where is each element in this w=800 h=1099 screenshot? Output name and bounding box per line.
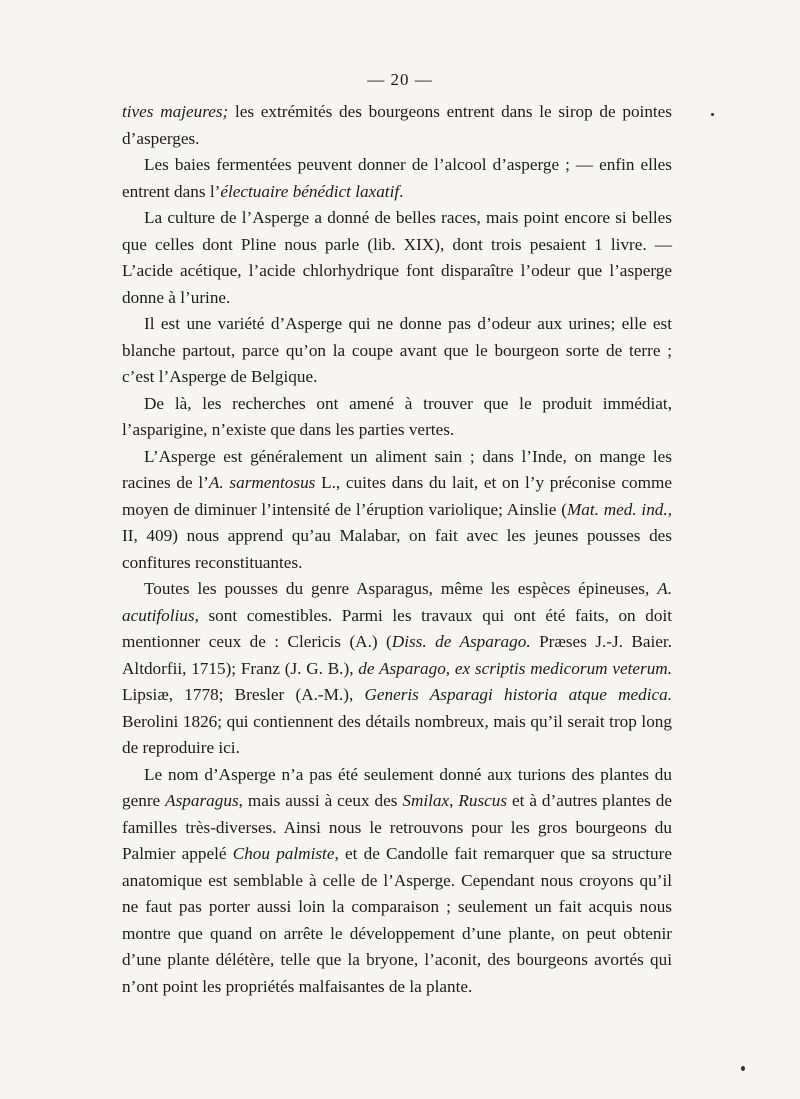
paragraph-p7 xyxy=(122,576,672,762)
text-span: De là, les recherches ont amené à trouver que le produit immédiat, l’asparigine, n’existe que dans les parties vertes. xyxy=(122,393,672,439)
text-span: , et de Candolle fait remarquer que sa structure anatomique est semblable à celle de l’Asperge. Cependant nous croyons qu’il ne faut pas porter aussi loin la comparaison ; seulement un fait acquis nous montre que quand on arrête le développement d’une plante, on peut obtenir d’une plante délétère, telle que la bryone, l’aconit, des bourgeons avortés qui n’ont point les propriétés malfaisantes de la plante. xyxy=(122,844,672,996)
paragraph-p8 xyxy=(122,762,672,1001)
paragraph-p2 xyxy=(122,152,672,205)
paragraph-p5 xyxy=(122,391,672,444)
page-number: — 20 — xyxy=(367,70,433,89)
text-span: . xyxy=(399,181,404,201)
text-span: L’Asperge est généralement un aliment sain ; dans l’Inde, on mange les racines de l’ xyxy=(122,446,672,492)
text-span: Les baies fermentées peuvent donner de l’alcool d’asperge ; — enfin elles entrent dans l’ xyxy=(122,155,672,201)
speck-mark xyxy=(711,113,714,116)
text-span: Præses J.-J. Baier. Altdorfii, 1715); Franz (J. G. B.), xyxy=(122,632,673,678)
italic-span: Chou palmiste xyxy=(232,844,335,863)
italic-span: de Asparago, ex scriptis medicorum veterum. xyxy=(358,658,673,678)
text-span: Le nom d’Asperge n’a pas été seulement donné aux turions des plantes du genre xyxy=(122,764,672,810)
speck-mark xyxy=(741,1066,745,1071)
text-span: , xyxy=(449,791,459,810)
text-span: Lipsiæ, 1778; Bresler (A.-M.), xyxy=(122,685,365,704)
text-span: Toutes les pousses du genre Asparagus, même les espèces épineuses, xyxy=(144,579,658,598)
italic-span: Smilax xyxy=(402,791,450,810)
text-span: , mais aussi à ceux des xyxy=(238,791,403,810)
italic-span: A. sarmentosus xyxy=(208,473,316,492)
text-span: Berolini 1826; qui contiennent des détails nombreux, mais qu’il serait trop long de reproduire ici. xyxy=(122,711,672,757)
paragraph-p6 xyxy=(122,444,672,577)
italic-span: Asparagus xyxy=(165,791,239,810)
italic-span: Mat. med. ind. xyxy=(566,499,668,519)
italic-span: Ruscus xyxy=(458,791,508,810)
text-span: Il est une variété d’Asperge qui ne donne pas d’odeur aux urines; elle est blanche partout, parce qu’on la coupe avant que le bourgeon sorte de terre ; c’est l’Asperge de Belgique. xyxy=(122,314,672,386)
paragraph-p3 xyxy=(122,205,672,311)
italic-span: Generis Asparagi historia atque medica. xyxy=(364,685,672,704)
text-span: et à d’autres plantes de familles très-diverses. Ainsi nous le retrouvons pour les gros bourgeons du Palmier appelé xyxy=(122,791,673,863)
paragraph-p4 xyxy=(122,311,672,391)
italic-span: A. acutifolius xyxy=(122,579,672,625)
text-span: La culture de l’Asperge a donné de belles races, mais point encore si belles que celles dont Pline nous parle (lib. XIX), dont trois pesaient 1 livre. — L’acide acétique, l’acide chlorhydrique font disparaître l’odeur que l’asperge donne à l’urine. xyxy=(122,208,672,307)
italic-span: électuaire bénédict laxatif xyxy=(220,181,400,201)
text-span: L., cuites dans du lait, et on l’y préconise comme moyen de diminuer l’intensité de l’éruption variolique; Ainslie ( xyxy=(122,473,672,519)
italic-span: tives majeures; xyxy=(122,102,229,121)
text-span: , II, 409) nous apprend qu’au Malabar, on fait avec les jeunes pousses des confitures reconstituantes. xyxy=(122,499,672,572)
text-span: , sont comestibles. Parmi les travaux qui ont été faits, on doit mentionner ceux de : Clericis (A.) ( xyxy=(122,605,672,651)
body-text xyxy=(122,99,672,1000)
text-span: les extrémités des bourgeons entrent dans le sirop de pointes d’asperges. xyxy=(122,102,672,148)
italic-span: Diss. de Asparago. xyxy=(391,632,531,651)
paragraph-p1 xyxy=(122,99,672,152)
